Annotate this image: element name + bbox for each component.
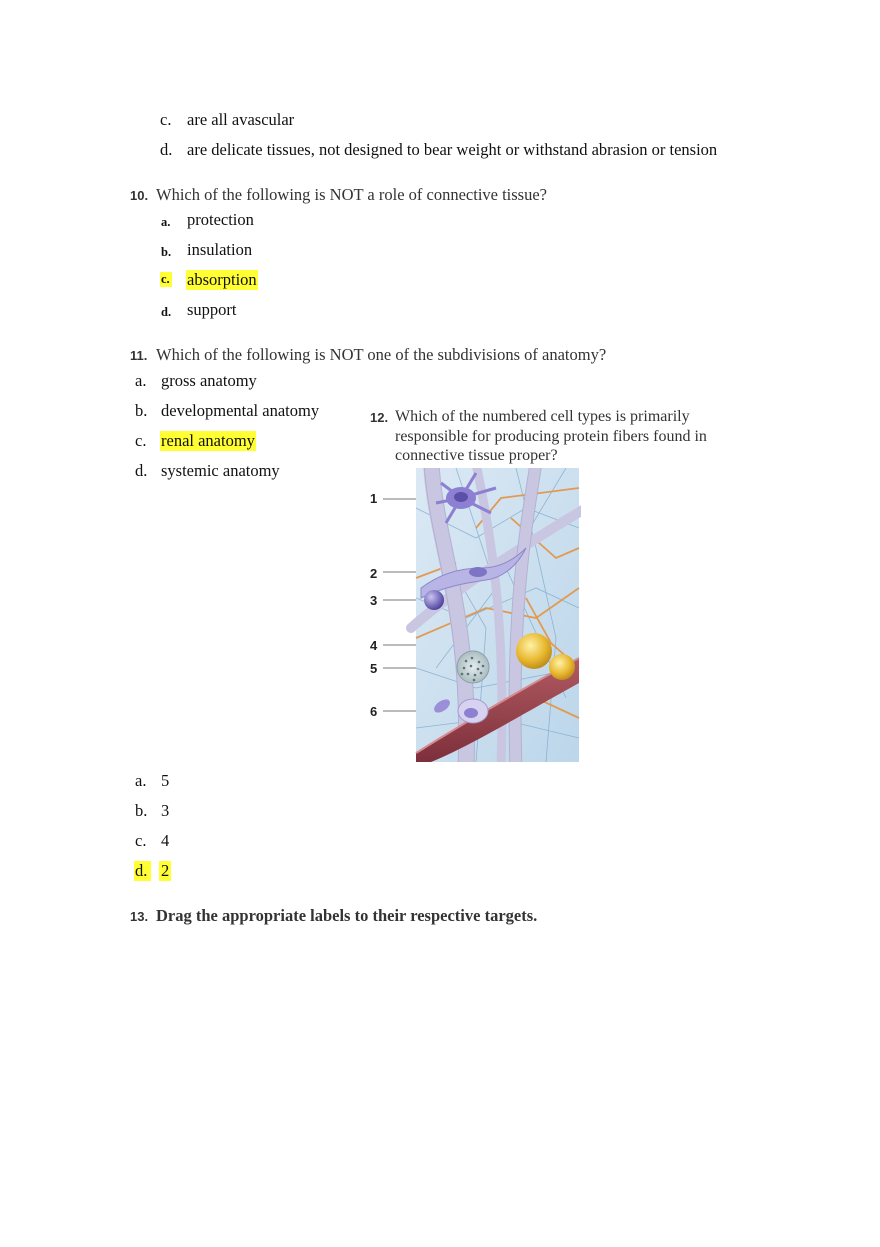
q11-option-a-text: gross anatomy: [161, 371, 257, 390]
q10-option-c-letter: c.: [161, 272, 170, 286]
q9-option-d-text: are delicate tissues, not designed to bear weight or withstand abrasion or tension: [187, 140, 718, 159]
q12-text: Which of the numbered cell types is primarily responsible for producing protein fibers found in connective tissue proper?: [395, 408, 707, 464]
cell-3-round-cell: [424, 590, 444, 610]
q11-text: Which of the following is NOT one of the subdivisions of anatomy?: [156, 345, 607, 364]
q11-option-b-text: developmental anatomy: [161, 401, 320, 420]
connective-tissue-figure: [383, 468, 581, 762]
q12-number: 12.: [370, 410, 389, 425]
q11-option-d-letter: d.: [135, 461, 148, 480]
q10-option-d-letter: d.: [161, 305, 172, 319]
q9-option-d-letter: d.: [160, 140, 173, 159]
cell-5-mast-cell: [457, 651, 489, 683]
q12-option-b-letter: b.: [135, 801, 148, 820]
q9-option-c-letter: c.: [160, 110, 172, 129]
q12-option-a-letter: a.: [135, 771, 147, 790]
figure-label-3: 3: [370, 593, 378, 608]
q11-number: 11.: [130, 348, 148, 363]
q10-number: 10.: [130, 188, 149, 203]
q10-option-c-text: absorption: [187, 270, 257, 289]
q12-option-a-text: 5: [161, 771, 170, 790]
figure-label-1: 1: [370, 491, 378, 506]
q10-option-b-letter: b.: [161, 245, 172, 259]
q11-option-c-letter: c.: [135, 431, 147, 450]
q11-option-c-text: renal anatomy: [161, 431, 255, 450]
figure-label-4: 4: [370, 638, 378, 653]
figure-label-5: 5: [370, 661, 378, 676]
q10-option-a-text: protection: [187, 210, 254, 229]
q10-option-a-letter: a.: [161, 215, 171, 229]
q10-option-d-text: support: [187, 300, 237, 319]
q13-number: 13.: [130, 909, 149, 924]
q10-option-b-text: insulation: [187, 240, 253, 259]
figure-label-6: 6: [370, 704, 378, 719]
q9-option-c-text: are all avascular: [187, 110, 295, 129]
q12-option-d-letter: d.: [134, 861, 151, 881]
q11-option-d-text: systemic anatomy: [161, 461, 280, 480]
q12-option-d-text: 2: [161, 861, 170, 880]
q11-option-a-letter: a.: [135, 371, 147, 390]
q11-option-b-letter: b.: [135, 401, 148, 420]
q12-option-c-text: 4: [161, 831, 170, 850]
q13-text: Drag the appropriate labels to their respective targets.: [156, 906, 538, 925]
q10-text: Which of the following is NOT a role of connective tissue?: [156, 185, 548, 204]
figure-label-2: 2: [370, 566, 378, 581]
q12-option-b-text: 3: [161, 801, 170, 820]
q12-option-c-letter: c.: [135, 831, 147, 850]
